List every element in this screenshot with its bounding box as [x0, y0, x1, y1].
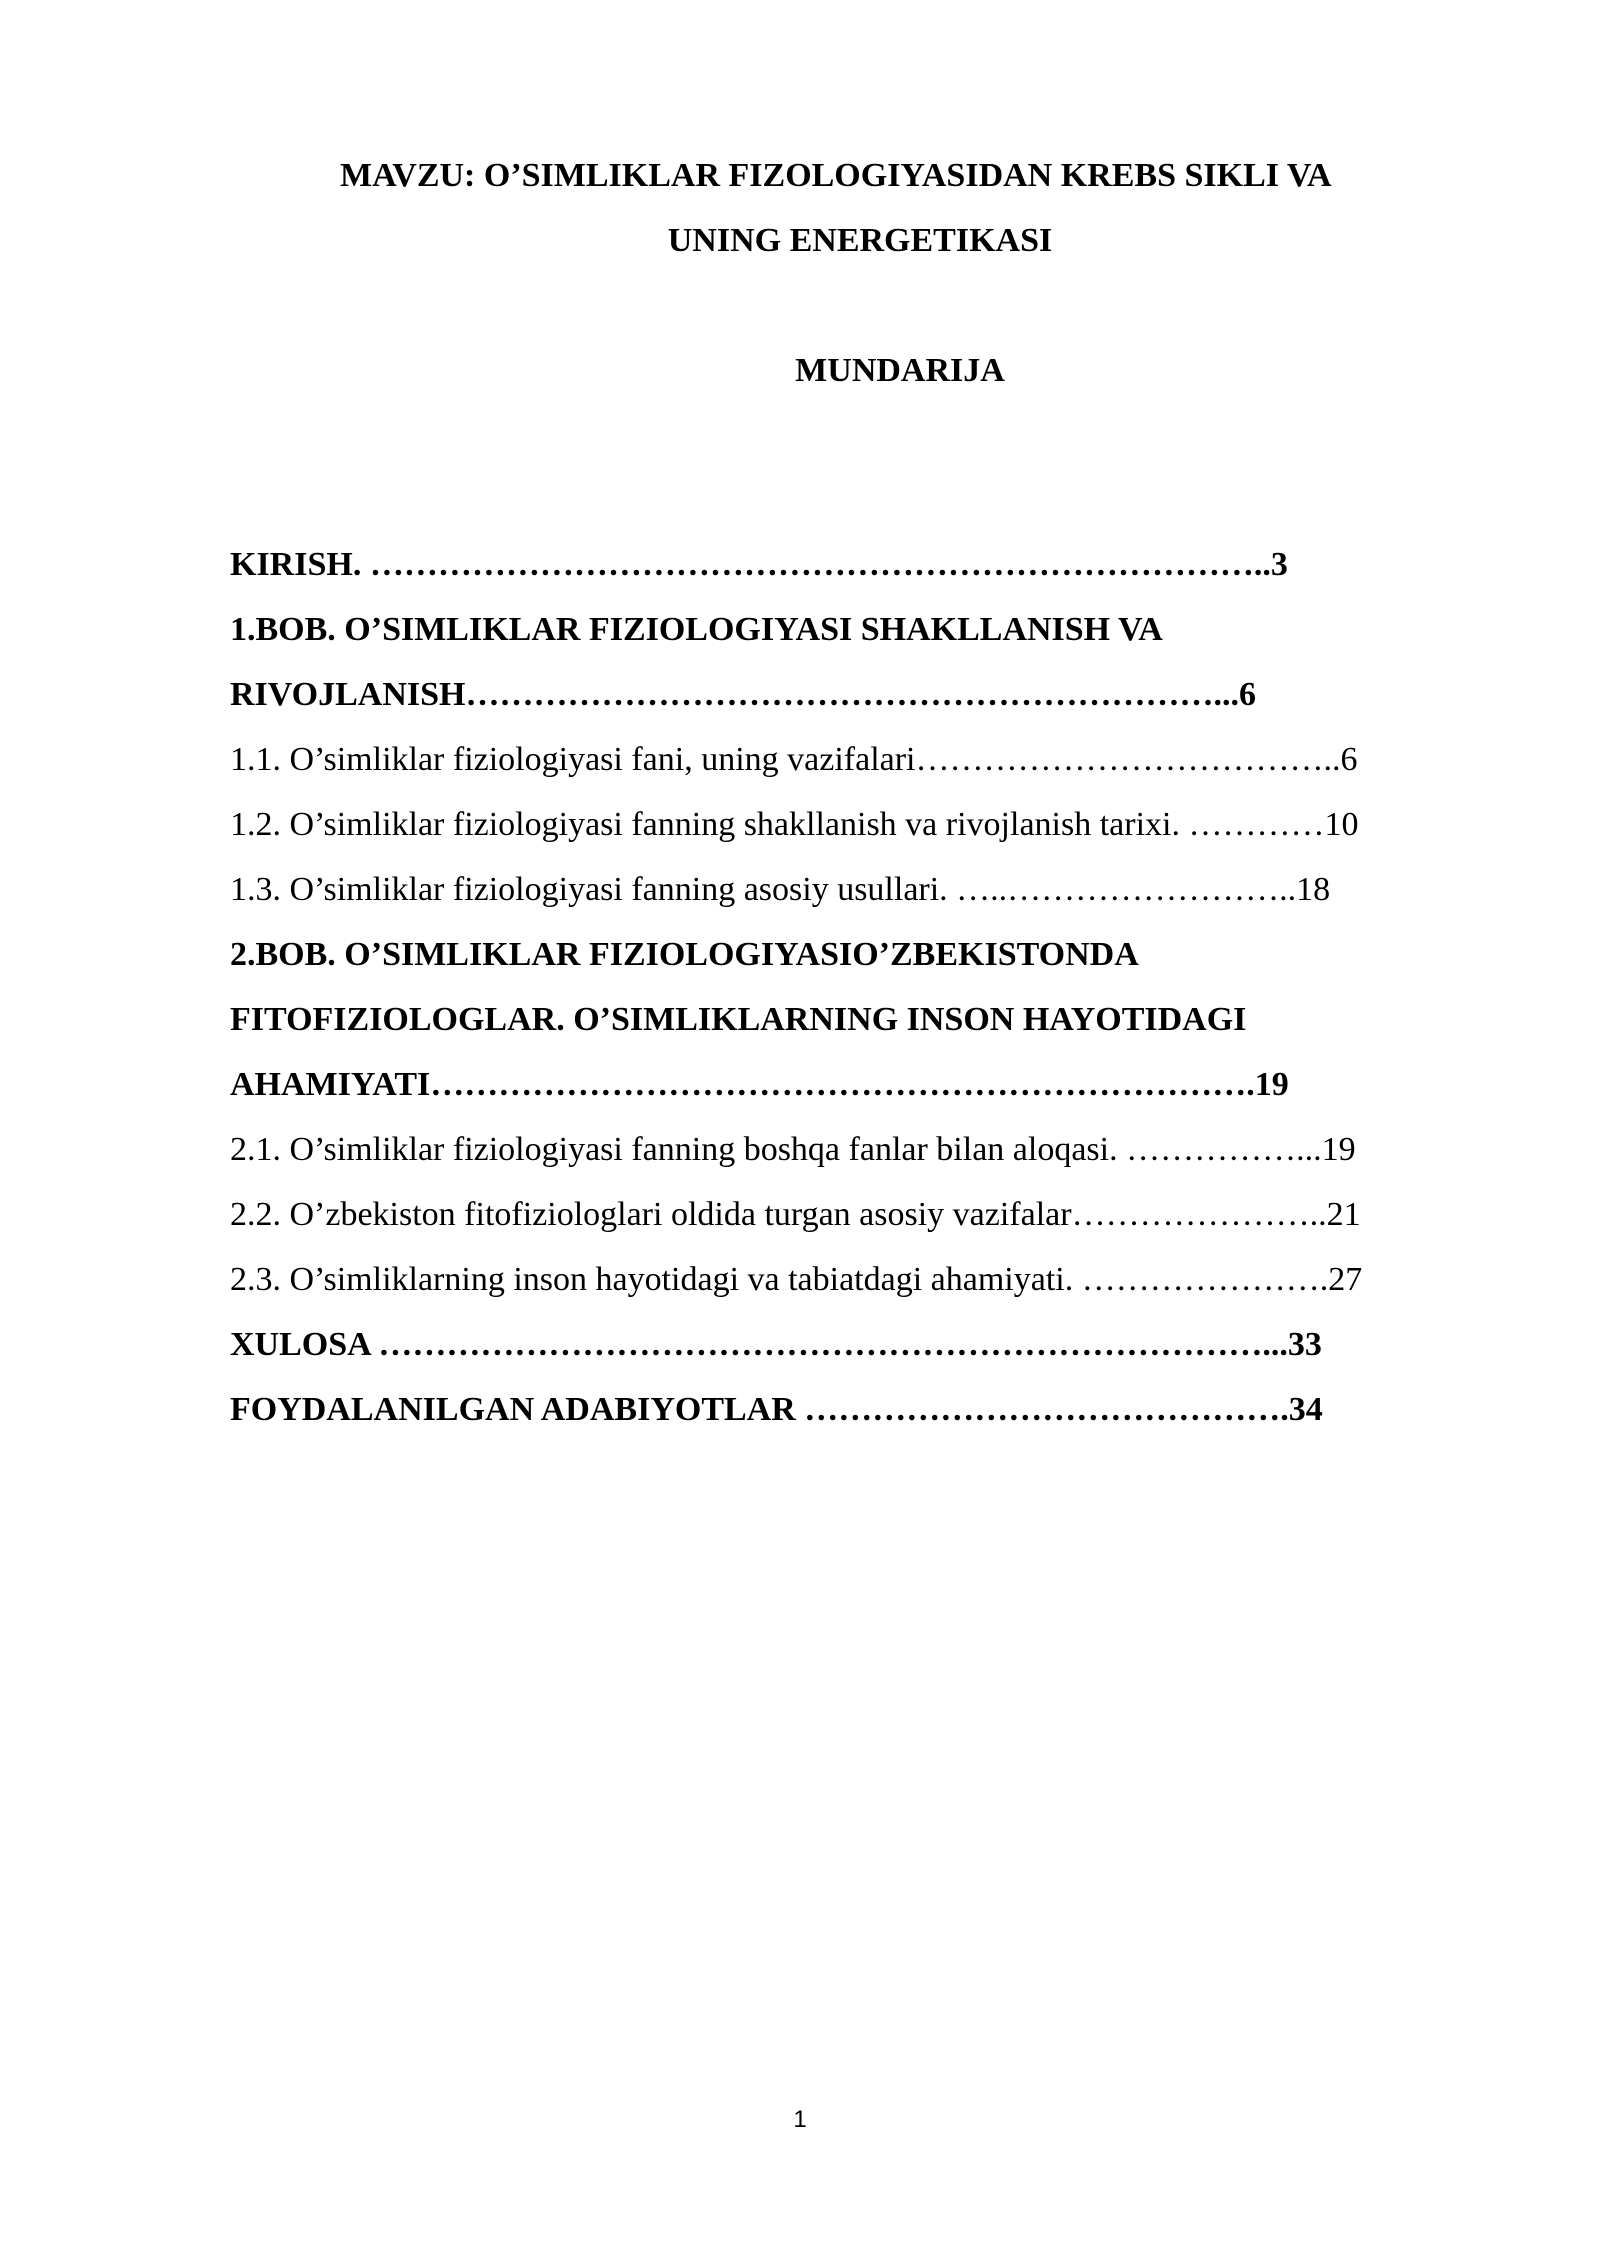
toc-entry: 1.2. O’simliklar fiziologiyasi fanning shakllanish va rivojlanish tarixi. …………10 [230, 806, 1359, 843]
toc-entry: KIRISH. ……………………………………………………………………..3 [230, 546, 1288, 583]
toc-entry: 2.BOB. O’SIMLIKLAR FIZIOLOGIYASIO’ZBEKISTONDA [230, 936, 1139, 973]
document-title-line-2: UNING ENERGETIKASI [667, 222, 1053, 259]
toc-entry: FITOFIZIOLOGLAR. O’SIMLIKLARNING INSON HAYOTIDAGI [230, 1001, 1247, 1038]
toc-entry: FOYDALANILGAN ADABIYOTLAR …………………………………….34 [230, 1391, 1323, 1428]
toc-entry: 1.BOB. O’SIMLIKLAR FIZIOLOGIYASI SHAKLLANISH VA [230, 611, 1163, 648]
table-of-contents-heading: MUNDARIJA [795, 352, 1005, 389]
toc-entry: AHAMIYATI……………………………………………………………….19 [230, 1066, 1289, 1103]
toc-entry: 2.1. O’simliklar fiziologiyasi fanning boshqa fanlar bilan aloqasi. ……………...19 [230, 1131, 1356, 1168]
toc-entry: 2.3. O’simliklarning inson hayotidagi va tabiatdagi ahamiyati. ………………….27 [230, 1261, 1363, 1298]
toc-entry: XULOSA ……………………………………………………………………...33 [230, 1326, 1322, 1363]
table-of-contents [230, 543, 1490, 1453]
toc-entry: RIVOJLANISH…………………………………………………………...6 [230, 676, 1256, 713]
toc-entry: 2.2. O’zbekiston fitofiziologlari oldida turgan asosiy vazifalar…………………..21 [230, 1196, 1361, 1233]
page-number: 1 [793, 2106, 807, 2133]
toc-entry: 1.1. O’simliklar fiziologiyasi fani, uning vazifalari………………………………..6 [230, 741, 1358, 778]
document-title-line-1: MAVZU: O’SIMLIKLAR FIZOLOGIYASIDAN KREBS SIKLI VA [340, 157, 1332, 194]
toc-entry: 1.3. O’simliklar fiziologiyasi fanning asosiy usullari. …..……………………..18 [230, 871, 1331, 908]
